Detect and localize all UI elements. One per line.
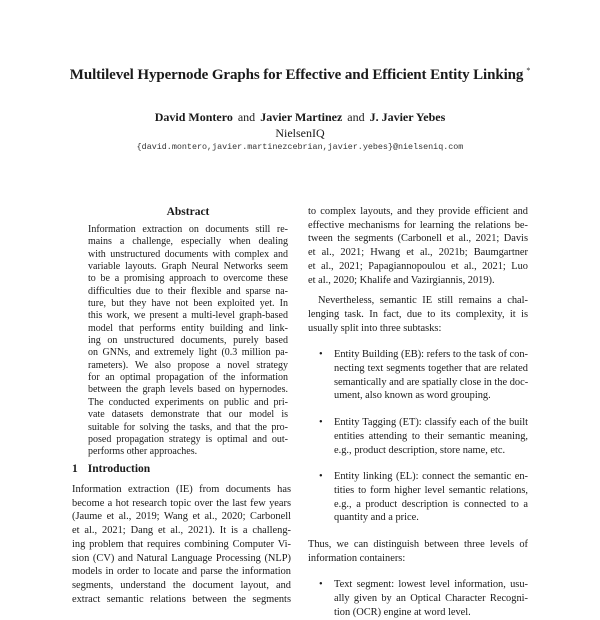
body-line: et al., 2021; Hwang et al., 2021b; Baumgartner: [308, 247, 528, 259]
body-line: Thus, we can distinguish between three levels of: [308, 539, 528, 551]
body-line: Information extraction (IE) from documents has: [72, 484, 291, 495]
author-list: [0, 110, 600, 125]
abstract-heading: Abstract: [166, 206, 210, 218]
author-name: J. Javier Yebes: [369, 110, 446, 124]
list-line: Entity linking (EL): connect the semantic en-: [334, 471, 528, 483]
abstract-line: on GNNs, and extremely light (0.3 million pa-: [88, 347, 288, 359]
abstract-line: model that performs entity building and link-: [88, 322, 288, 334]
body-line: usually split into three subtasks:: [308, 322, 442, 334]
right-column: [308, 205, 528, 620]
list-line: Entity Tagging (ET): classify each of the built: [334, 417, 528, 429]
abstract-line: with unstructured documents with complex and: [88, 248, 288, 260]
body-line: effective mechanisms for learning the relations be-: [308, 219, 528, 231]
author-separator: and: [237, 110, 256, 124]
body-line: tween the segments (Carbonell et al., 2021; Davis: [308, 233, 528, 245]
author-separator: and: [347, 110, 365, 124]
list-item-text-segment: [308, 578, 528, 619]
list-item-entity-tagging: [308, 416, 528, 457]
body-line: et al., 2021; Papagiannopoulou et al., 2021; Luo: [308, 260, 528, 272]
body-line: to complex layouts, and they provide efficient and: [308, 206, 528, 217]
abstract-line: rameters). We also propose a novel strategy: [88, 359, 288, 371]
list-line: entities attending to their semantic meaning,: [334, 430, 528, 442]
body-line: (Jaume et al., 2019; Wang et al., 2020; Carbonell: [72, 511, 291, 523]
section-heading-introduction: [72, 463, 150, 475]
section-title: Introduction: [87, 463, 151, 475]
bullet-icon: •: [319, 471, 323, 483]
author-emails: {david.montero,javier.martinezcebrian,javier.yebes}@nielseniq.com: [136, 142, 464, 152]
abstract-line: The conducted experiments on public and pri-: [88, 396, 288, 408]
abstract-line: this work, we present a multi-level graph-based: [88, 310, 288, 322]
list-line: necting text segments together that are related: [334, 363, 528, 375]
body-line: information containers:: [308, 552, 406, 564]
list-line: Text segment: lowest level information, usu-: [334, 579, 528, 591]
abstract-body: [88, 224, 288, 459]
abstract-line: variable layouts. Graph Neural Networks seem: [88, 261, 288, 273]
list-item-entity-building: [308, 348, 528, 403]
body-line: sion (CV) and Natural Language Processing (NLP): [72, 552, 291, 564]
list-line: ument, also known as word grouping.: [334, 390, 491, 402]
list-item-entity-linking: [308, 470, 528, 525]
abstract-line: posed propagation strategy is optimal and out-: [88, 433, 288, 445]
body-line: et al., 2021; Dang et al., 2021). It is a challeng-: [72, 525, 291, 537]
list-line: e.g., a product description is connected to a: [334, 498, 528, 510]
list-line: tion (OCR) engine at word level.: [334, 606, 471, 618]
list-line: semantically and are spatially close in the doc-: [334, 376, 528, 388]
bullet-icon: •: [319, 579, 323, 591]
body-line: et al., 2020; Khalife and Vazirgiannis, 2019).: [308, 274, 495, 286]
affiliation: NielsenIQ: [275, 126, 325, 140]
section-number: 1: [72, 463, 78, 475]
body-line: become a hot research topic over the last few years: [72, 497, 291, 509]
list-line: tities to form higher level semantic relations,: [334, 484, 528, 496]
list-line: Entity Building (EB): refers to the task of con-: [334, 349, 528, 361]
body-line: models in order to locate and parse the information: [72, 566, 291, 578]
list-line: e.g., product description, store name, etc.: [334, 444, 506, 456]
body-line: ing problem that requires combining Computer Vi-: [72, 538, 291, 550]
body-line: segments, understand the document layout, and: [72, 579, 291, 591]
introduction-body: [72, 483, 291, 606]
abstract-line: performs other approaches.: [88, 446, 198, 458]
author-name: David Montero: [154, 110, 233, 124]
abstract-line: ing on unstructured documents, purely based: [88, 335, 288, 347]
abstract-line: Information extraction on documents still re-: [88, 224, 288, 235]
paper-title: Multilevel Hypernode Graphs for Effective and Efficient Entity Linking *: [69, 66, 531, 83]
list-line: quantity and a price.: [334, 512, 419, 524]
abstract-line: vate datasets demonstrate that our model is: [88, 409, 288, 421]
abstract-line: for an optimal propagation of the information: [88, 372, 288, 384]
title-footnote-mark: *: [526, 66, 531, 75]
body-line: Nevertheless, semantic IE still remains a chal-: [318, 295, 528, 307]
abstract-line: between the graph levels based on hypernodes.: [88, 384, 288, 396]
list-line: ally given by an Optical Character Recogni-: [334, 593, 528, 605]
abstract-line: to be a promising approach to overcome these: [88, 273, 288, 285]
body-line: extract semantic relations between the segments: [72, 593, 291, 605]
abstract-line: suitable for solving the tasks, and that the pro-: [88, 421, 288, 433]
author-name: Javier Martinez: [260, 110, 343, 124]
body-line: lenging task. In fact, due to its complexity, it is: [308, 308, 528, 320]
abstract-line: mains a challenge, especially when dealing: [88, 236, 288, 248]
bullet-icon: •: [319, 417, 323, 429]
abstract-line: ture, but they have not been exploited yet. In: [88, 298, 288, 310]
abstract-line: difficulties due to their flexible and sparse na-: [88, 285, 288, 297]
bullet-icon: •: [319, 349, 323, 361]
